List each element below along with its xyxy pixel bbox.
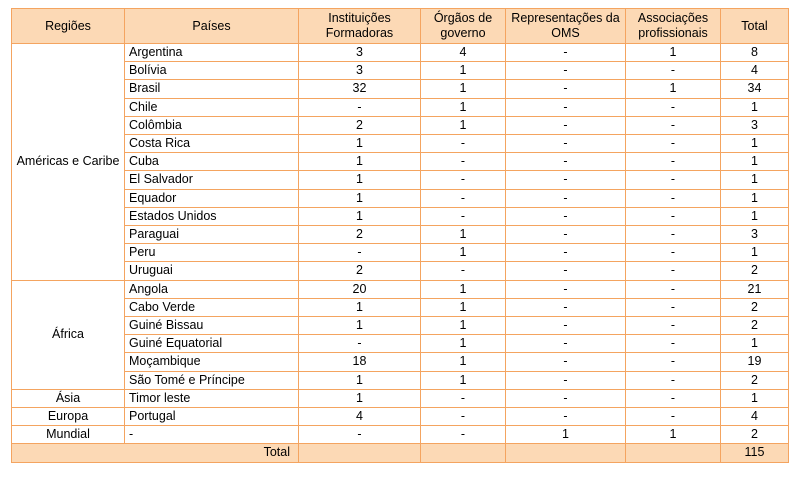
table-row <box>12 335 789 353</box>
table-row <box>12 98 789 116</box>
oms-cell: - <box>506 317 626 335</box>
region-cell: Ásia <box>12 389 125 407</box>
oms-cell: - <box>506 371 626 389</box>
row-total-cell: 19 <box>721 353 789 371</box>
country-cell: Brasil <box>125 80 299 98</box>
associations-cell: 1 <box>626 80 721 98</box>
table-row <box>12 153 789 171</box>
institutions-cell: - <box>299 426 421 444</box>
grand-total: 115 <box>721 444 789 462</box>
oms-cell: - <box>506 189 626 207</box>
associations-cell: - <box>626 62 721 80</box>
government-cell: 1 <box>421 317 506 335</box>
government-cell: 1 <box>421 298 506 316</box>
oms-cell: - <box>506 135 626 153</box>
oms-cell: - <box>506 116 626 134</box>
associations-cell: - <box>626 189 721 207</box>
country-cell: Estados Unidos <box>125 207 299 225</box>
oms-cell: - <box>506 244 626 262</box>
header-total: Total <box>721 9 789 44</box>
header-countries: Países <box>125 9 299 44</box>
oms-cell: - <box>506 353 626 371</box>
row-total-cell: 3 <box>721 116 789 134</box>
associations-cell: - <box>626 408 721 426</box>
country-cell: Uruguai <box>125 262 299 280</box>
country-cell: Bolívia <box>125 62 299 80</box>
country-cell: Argentina <box>125 44 299 62</box>
institutions-cell: 1 <box>299 389 421 407</box>
table-row <box>12 207 789 225</box>
associations-cell: 1 <box>626 426 721 444</box>
associations-cell: - <box>626 207 721 225</box>
total-row <box>12 444 789 462</box>
oms-cell: - <box>506 226 626 244</box>
government-cell: 1 <box>421 80 506 98</box>
table-row <box>12 389 789 407</box>
total-empty-cell <box>506 444 626 462</box>
row-total-cell: 1 <box>721 189 789 207</box>
country-cell: Colômbia <box>125 116 299 134</box>
government-cell: - <box>421 408 506 426</box>
institutions-cell: 1 <box>299 135 421 153</box>
table-row <box>12 62 789 80</box>
associations-cell: - <box>626 153 721 171</box>
institutions-cell: 20 <box>299 280 421 298</box>
total-empty-cell <box>421 444 506 462</box>
row-total-cell: 2 <box>721 298 789 316</box>
associations-cell: 1 <box>626 44 721 62</box>
institutions-cell: 32 <box>299 80 421 98</box>
region-cell: Américas e Caribe <box>12 44 125 281</box>
associations-cell: - <box>626 335 721 353</box>
row-total-cell: 2 <box>721 262 789 280</box>
associations-cell: - <box>626 171 721 189</box>
institutions-cell: 4 <box>299 408 421 426</box>
oms-cell: - <box>506 389 626 407</box>
table-row <box>12 426 789 444</box>
institutions-cell: 2 <box>299 226 421 244</box>
country-cell: Cabo Verde <box>125 298 299 316</box>
institutions-cell: 1 <box>299 153 421 171</box>
country-cell: Peru <box>125 244 299 262</box>
associations-cell: - <box>626 317 721 335</box>
table-row <box>12 171 789 189</box>
government-cell: - <box>421 262 506 280</box>
row-total-cell: 8 <box>721 44 789 62</box>
country-cell: Costa Rica <box>125 135 299 153</box>
associations-cell: - <box>626 226 721 244</box>
associations-cell: - <box>626 135 721 153</box>
country-cell: - <box>125 426 299 444</box>
table-row <box>12 262 789 280</box>
associations-cell: - <box>626 389 721 407</box>
header-institutions: Instituições Formadoras <box>299 9 421 44</box>
oms-cell: - <box>506 153 626 171</box>
row-total-cell: 1 <box>721 207 789 225</box>
government-cell: 1 <box>421 280 506 298</box>
row-total-cell: 2 <box>721 371 789 389</box>
row-total-cell: 1 <box>721 389 789 407</box>
oms-cell: - <box>506 335 626 353</box>
country-cell: Equador <box>125 189 299 207</box>
institutions-cell: - <box>299 335 421 353</box>
oms-cell: - <box>506 207 626 225</box>
government-cell: - <box>421 189 506 207</box>
table-row <box>12 189 789 207</box>
associations-cell: - <box>626 262 721 280</box>
government-cell: - <box>421 389 506 407</box>
institutions-cell: 1 <box>299 171 421 189</box>
row-total-cell: 1 <box>721 171 789 189</box>
table-row <box>12 135 789 153</box>
row-total-cell: 1 <box>721 135 789 153</box>
table-row <box>12 280 789 298</box>
associations-cell: - <box>626 98 721 116</box>
government-cell: 1 <box>421 226 506 244</box>
country-cell: Chile <box>125 98 299 116</box>
country-cell: São Tomé e Príncipe <box>125 371 299 389</box>
associations-cell: - <box>626 371 721 389</box>
government-cell: - <box>421 171 506 189</box>
government-cell: - <box>421 153 506 171</box>
institutions-cell: 3 <box>299 62 421 80</box>
government-cell: 1 <box>421 371 506 389</box>
associations-cell: - <box>626 280 721 298</box>
institutions-cell: 1 <box>299 298 421 316</box>
header-associations: Associações profissionais <box>626 9 721 44</box>
header-row <box>12 9 789 44</box>
government-cell: - <box>421 135 506 153</box>
table-row <box>12 408 789 426</box>
region-cell: África <box>12 280 125 389</box>
row-total-cell: 3 <box>721 226 789 244</box>
table-row <box>12 80 789 98</box>
associations-cell: - <box>626 116 721 134</box>
table-row <box>12 116 789 134</box>
country-cell: Guiné Bissau <box>125 317 299 335</box>
row-total-cell: 1 <box>721 98 789 116</box>
institutions-cell: 2 <box>299 262 421 280</box>
associations-cell: - <box>626 244 721 262</box>
table-row <box>12 353 789 371</box>
row-total-cell: 1 <box>721 244 789 262</box>
institutions-cell: 2 <box>299 116 421 134</box>
government-cell: 4 <box>421 44 506 62</box>
row-total-cell: 4 <box>721 62 789 80</box>
header-oms: Representações da OMS <box>506 9 626 44</box>
table-body <box>12 44 789 444</box>
region-cell: Mundial <box>12 426 125 444</box>
table-row <box>12 226 789 244</box>
government-cell: 1 <box>421 335 506 353</box>
government-cell: - <box>421 207 506 225</box>
row-total-cell: 21 <box>721 280 789 298</box>
country-cell: Cuba <box>125 153 299 171</box>
header-government: Órgãos de governo <box>421 9 506 44</box>
table-row <box>12 298 789 316</box>
institutions-cell: 1 <box>299 371 421 389</box>
total-label: Total <box>12 444 299 462</box>
country-cell: Timor leste <box>125 389 299 407</box>
row-total-cell: 34 <box>721 80 789 98</box>
institutions-cell: 3 <box>299 44 421 62</box>
institutions-cell: 1 <box>299 189 421 207</box>
region-cell: Europa <box>12 408 125 426</box>
oms-cell: - <box>506 280 626 298</box>
institutions-cell: - <box>299 98 421 116</box>
oms-cell: - <box>506 408 626 426</box>
country-cell: El Salvador <box>125 171 299 189</box>
government-cell: 1 <box>421 116 506 134</box>
row-total-cell: 2 <box>721 426 789 444</box>
oms-cell: - <box>506 62 626 80</box>
government-cell: 1 <box>421 98 506 116</box>
government-cell: 1 <box>421 353 506 371</box>
country-cell: Guiné Equatorial <box>125 335 299 353</box>
oms-cell: - <box>506 44 626 62</box>
oms-cell: - <box>506 262 626 280</box>
government-cell: 1 <box>421 244 506 262</box>
associations-cell: - <box>626 353 721 371</box>
table-row <box>12 244 789 262</box>
institutions-cell: 18 <box>299 353 421 371</box>
header-regions: Regiões <box>12 9 125 44</box>
associations-cell: - <box>626 298 721 316</box>
government-cell: 1 <box>421 62 506 80</box>
row-total-cell: 1 <box>721 153 789 171</box>
country-cell: Portugal <box>125 408 299 426</box>
institutions-cell: - <box>299 244 421 262</box>
oms-cell: - <box>506 80 626 98</box>
table-row <box>12 371 789 389</box>
total-empty-cell <box>299 444 421 462</box>
government-cell: - <box>421 426 506 444</box>
country-cell: Angola <box>125 280 299 298</box>
country-cell: Paraguai <box>125 226 299 244</box>
institutions-cell: 1 <box>299 207 421 225</box>
country-cell: Moçambique <box>125 353 299 371</box>
row-total-cell: 1 <box>721 335 789 353</box>
oms-cell: - <box>506 171 626 189</box>
oms-cell: - <box>506 98 626 116</box>
oms-cell: - <box>506 298 626 316</box>
table-row <box>12 44 789 62</box>
table-row <box>12 317 789 335</box>
institutions-table <box>11 8 789 463</box>
row-total-cell: 4 <box>721 408 789 426</box>
total-empty-cell <box>626 444 721 462</box>
row-total-cell: 2 <box>721 317 789 335</box>
oms-cell: 1 <box>506 426 626 444</box>
institutions-cell: 1 <box>299 317 421 335</box>
